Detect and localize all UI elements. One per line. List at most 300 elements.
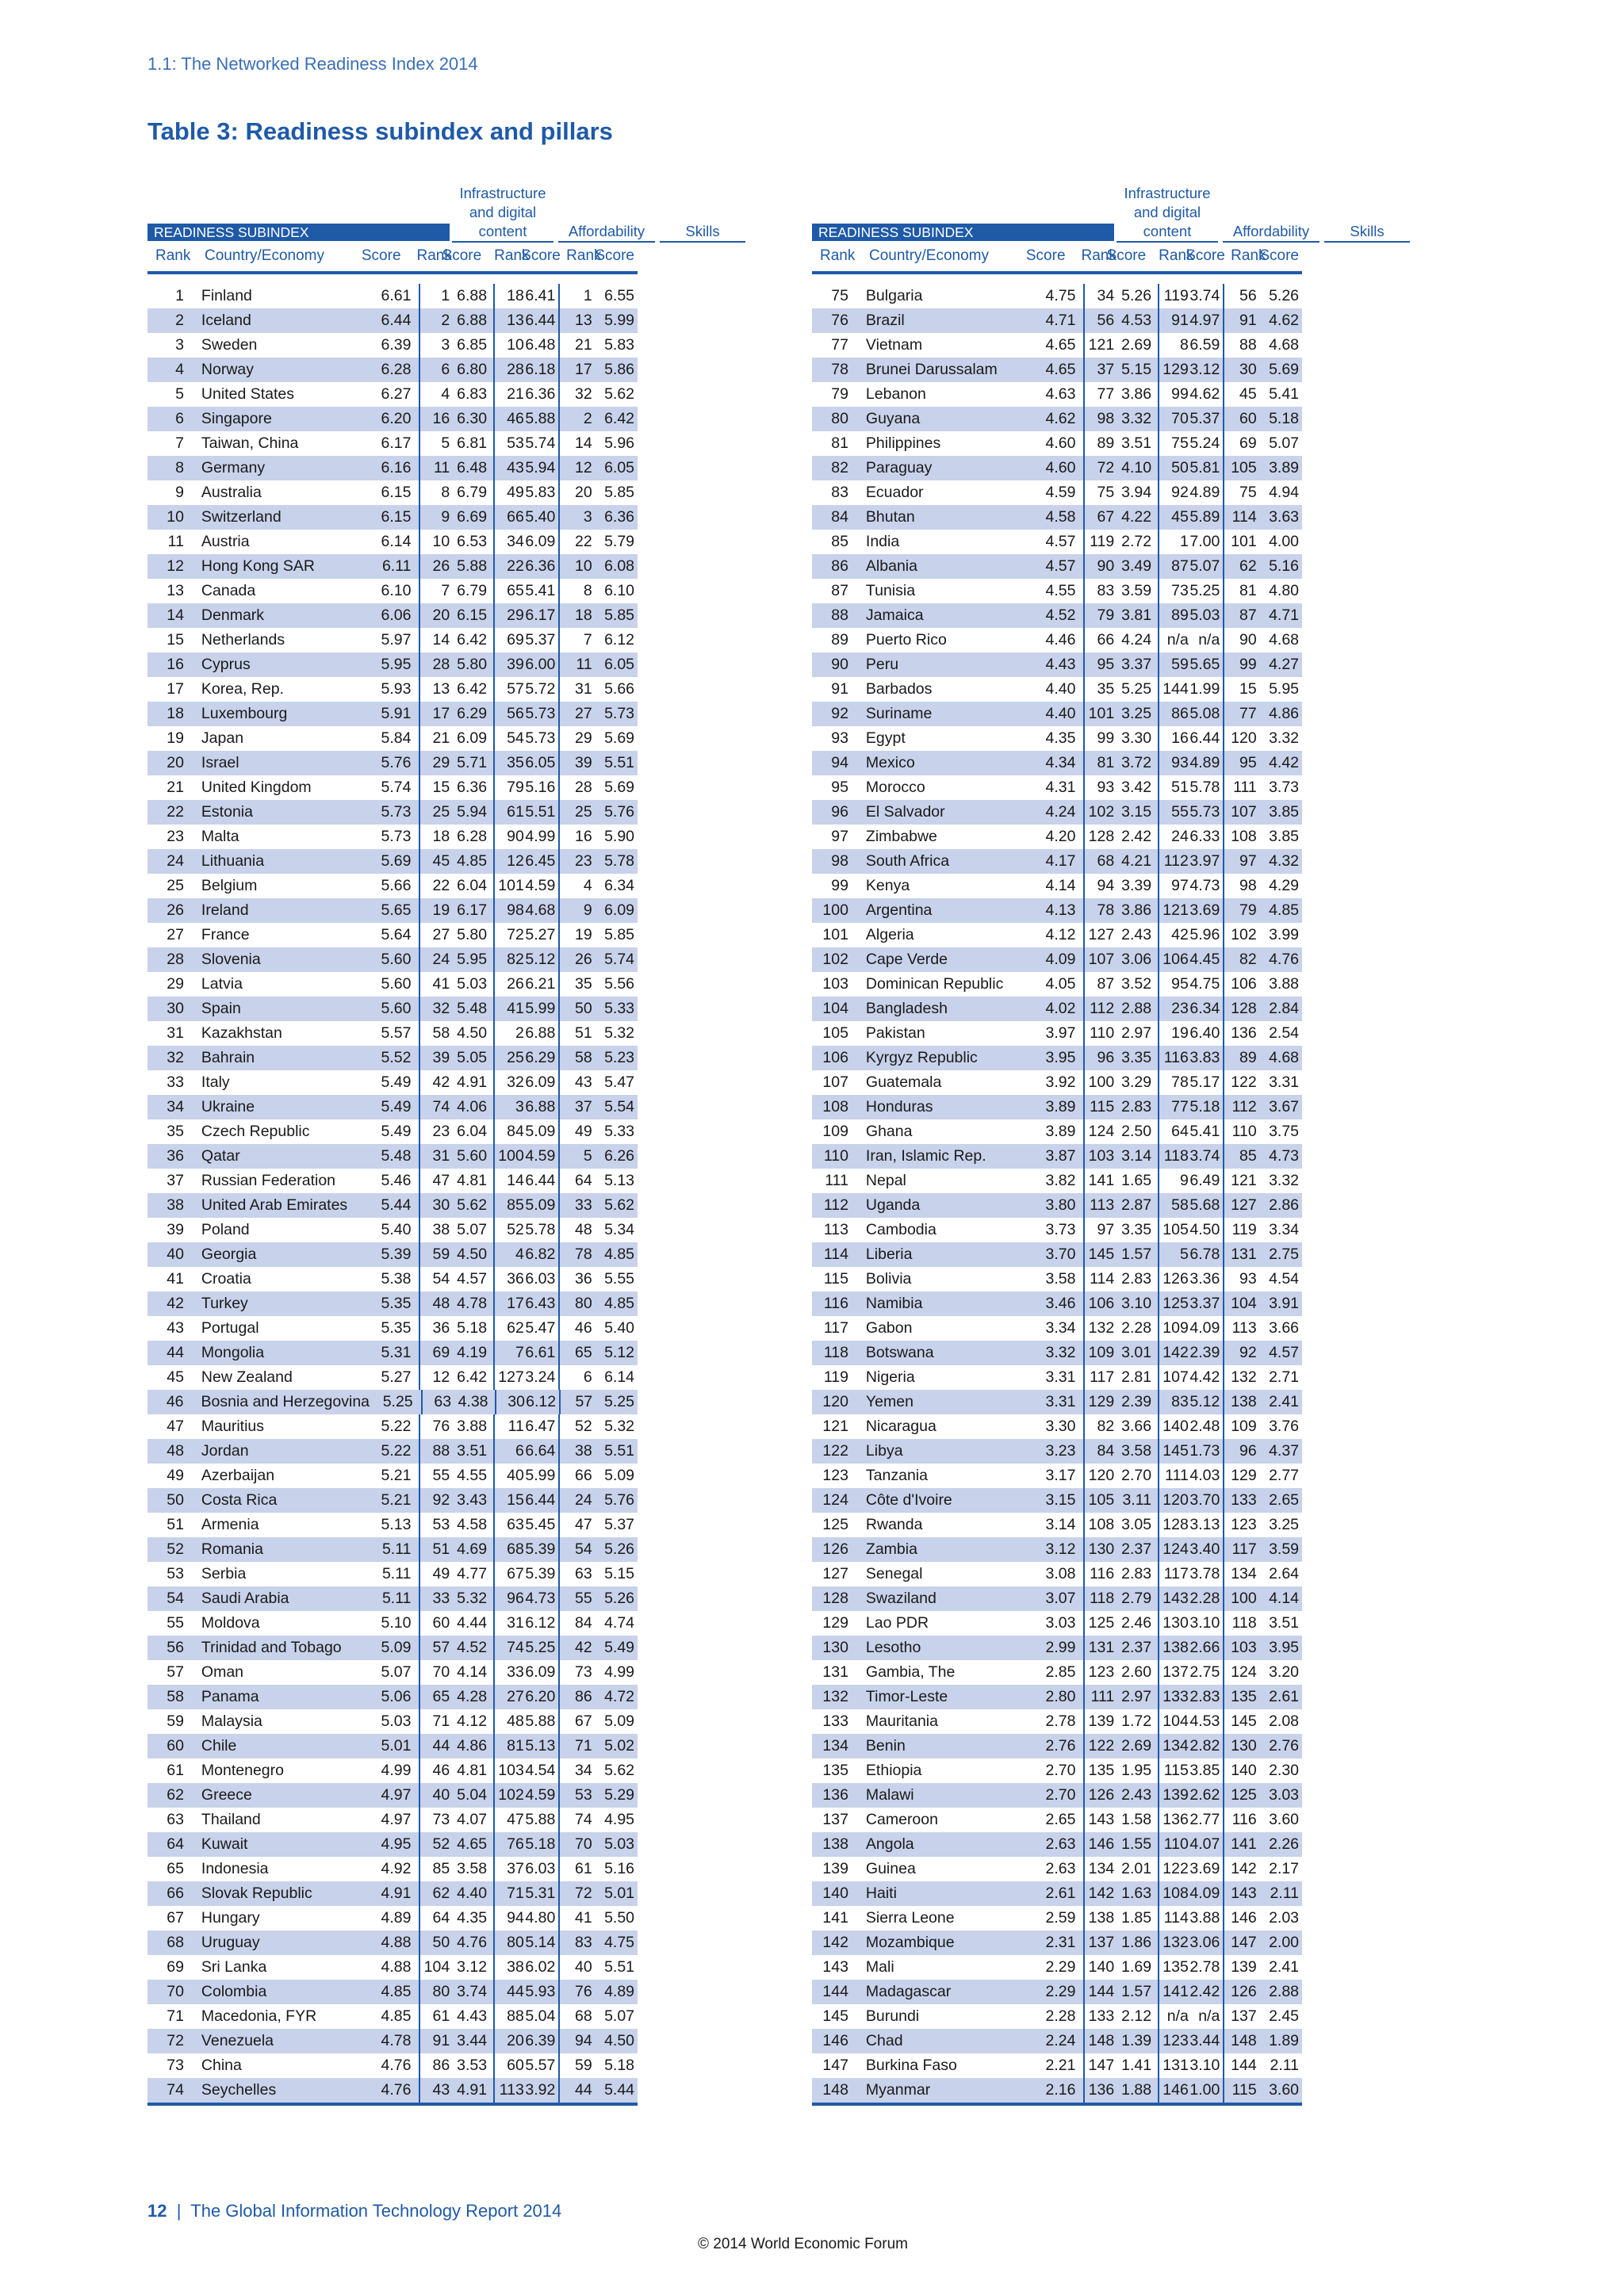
- cell-rank: 73: [167, 2057, 184, 2074]
- cell-infra-rank: 72: [1083, 456, 1114, 480]
- cell-skills-rank: 42: [558, 1636, 592, 1660]
- cell-skills-rank: 147: [1223, 1931, 1256, 1955]
- cell-skills-score: 2.75: [1269, 1246, 1300, 1263]
- cell-infra-score: 4.65: [457, 1835, 488, 1853]
- table-row: [812, 480, 1302, 505]
- cell-afford-rank: 110: [1158, 1832, 1189, 1857]
- cell-skills-score: 3.03: [1269, 1786, 1300, 1804]
- cell-skills-rank: 135: [1223, 1685, 1256, 1709]
- cell-afford-score: 5.18: [1189, 1098, 1220, 1115]
- infra-header-line2: and digital: [469, 204, 537, 220]
- cell-afford-rank: 117: [1158, 1562, 1189, 1586]
- cell-afford-rank: 101: [493, 874, 524, 898]
- cell-country: Singapore: [201, 410, 272, 427]
- cell-afford-score: 3.37: [1189, 1295, 1220, 1312]
- cell-skills-score: 5.79: [604, 533, 635, 550]
- cell-country: Zambia: [865, 1540, 917, 1558]
- cell-rank: 45: [167, 1368, 184, 1386]
- cell-country: Barbados: [865, 680, 933, 698]
- cell-skills-score: 3.59: [1269, 1540, 1300, 1558]
- cell-infra-score: 1.72: [1121, 1712, 1152, 1730]
- col-infra-rank: Rank: [1081, 247, 1116, 264]
- table-row: [812, 1513, 1302, 1537]
- affordability-group-header: [558, 178, 655, 243]
- cell-afford-rank: 33: [493, 1660, 524, 1685]
- cell-infra-score: 2.83: [1121, 1098, 1152, 1115]
- cell-infra-rank: 86: [419, 2053, 450, 2078]
- cell-afford-rank: 85: [493, 1193, 524, 1218]
- cell-rank: 41: [167, 1270, 184, 1288]
- cell-skills-rank: 48: [558, 1218, 592, 1242]
- cell-afford-score: 5.81: [1189, 459, 1220, 476]
- cell-skills-score: 4.50: [604, 2032, 635, 2049]
- cell-skills-score: 2.41: [1269, 1393, 1300, 1410]
- cell-skills-rank: 51: [558, 1021, 592, 1046]
- cell-afford-rank: 111: [1158, 1464, 1189, 1488]
- cell-country: Myanmar: [865, 2081, 931, 2099]
- cell-infra-score: 3.94: [1121, 484, 1152, 501]
- cell-score: 4.62: [1045, 410, 1076, 427]
- table-row: [812, 1046, 1302, 1070]
- cell-skills-rank: 123: [1223, 1513, 1256, 1537]
- cell-infra-rank: 135: [1083, 1758, 1114, 1783]
- cell-score: 5.25: [382, 1393, 413, 1410]
- cell-infra-rank: 43: [419, 2078, 450, 2103]
- cell-infra-score: 2.01: [1121, 1860, 1152, 1877]
- cell-afford-rank: 28: [493, 358, 524, 382]
- cell-rank: 46: [166, 1393, 184, 1410]
- cell-country: Benin: [865, 1737, 906, 1755]
- cell-skills-rank: 10: [558, 554, 592, 579]
- cell-skills-rank: 20: [558, 480, 592, 505]
- cell-infra-score: 2.83: [1121, 1565, 1152, 1582]
- cell-skills-rank: 25: [558, 800, 592, 825]
- cell-infra-rank: 3: [419, 333, 450, 358]
- table-row: [812, 1881, 1302, 1906]
- table-row: [812, 898, 1302, 923]
- cell-infra-score: 5.15: [1121, 361, 1152, 378]
- cell-infra-rank: 85: [419, 1857, 450, 1881]
- cell-skills-rank: 56: [1223, 284, 1256, 308]
- cell-skills-score: 4.89: [604, 1983, 635, 2000]
- cell-afford-score: 2.75: [1189, 1663, 1220, 1681]
- cell-skills-score: 1.89: [1269, 2032, 1300, 2049]
- cell-skills-rank: 45: [1223, 382, 1256, 407]
- table-row: [147, 825, 638, 849]
- cell-score: 4.24: [1045, 803, 1076, 821]
- table-bottom-rule: [147, 2103, 638, 2106]
- table-row: [147, 1906, 638, 1931]
- cell-skills-rank: 114: [1223, 505, 1256, 530]
- cell-rank: 122: [822, 1442, 848, 1460]
- cell-score: 3.80: [1045, 1196, 1076, 1214]
- cell-score: 3.73: [1045, 1221, 1076, 1238]
- cell-infra-score: 4.55: [457, 1467, 488, 1484]
- cell-skills-score: 3.60: [1269, 1811, 1300, 1828]
- cell-afford-score: 3.44: [1189, 2032, 1220, 2049]
- cell-skills-score: 4.27: [1269, 656, 1300, 673]
- cell-afford-score: 3.10: [1189, 1614, 1220, 1632]
- cell-score: 3.14: [1045, 1516, 1076, 1533]
- cell-country: South Africa: [865, 852, 950, 870]
- cell-infra-score: 4.07: [457, 1811, 488, 1828]
- cell-infra-score: 1.41: [1121, 2057, 1152, 2074]
- cell-skills-score: 4.37: [1269, 1442, 1300, 1460]
- cell-afford-score: 5.88: [525, 1712, 556, 1730]
- cell-infra-score: 5.18: [457, 1319, 488, 1337]
- cell-score: 4.97: [381, 1811, 412, 1828]
- cell-score: 5.21: [381, 1491, 412, 1509]
- cell-skills-score: 6.14: [604, 1368, 635, 1386]
- cell-country: Georgia: [201, 1246, 257, 1263]
- cell-rank: 140: [822, 1885, 848, 1902]
- cell-afford-score: 6.59: [1189, 336, 1220, 354]
- cell-infra-score: 1.57: [1121, 1246, 1152, 1263]
- cell-afford-rank: 24: [1158, 825, 1189, 849]
- cell-infra-rank: 12: [419, 1365, 450, 1390]
- cell-skills-score: 5.73: [604, 705, 635, 722]
- cell-skills-rank: 64: [558, 1169, 592, 1193]
- cell-afford-score: 6.40: [1189, 1024, 1220, 1042]
- cell-score: 4.97: [381, 1786, 412, 1804]
- cell-rank: 103: [822, 975, 848, 993]
- cell-skills-rank: 14: [558, 431, 592, 456]
- cell-country: Brazil: [865, 312, 905, 329]
- cell-score: 4.92: [381, 1860, 412, 1877]
- cell-afford-rank: 66: [493, 505, 524, 530]
- cell-skills-rank: 40: [558, 1955, 592, 1980]
- cell-skills-score: 5.99: [604, 312, 635, 329]
- cell-rank: 52: [167, 1540, 184, 1558]
- cell-country: India: [865, 533, 900, 550]
- cell-skills-score: 4.80: [1269, 582, 1300, 599]
- cell-infra-score: 3.51: [457, 1442, 488, 1460]
- cell-country: Nepal: [865, 1172, 906, 1189]
- table-row: [812, 1709, 1302, 1734]
- cell-skills-rank: 57: [559, 1390, 592, 1414]
- cell-score: 4.88: [381, 1958, 412, 1976]
- cell-skills-score: 2.00: [1269, 1934, 1300, 1951]
- cell-skills-score: 2.64: [1269, 1565, 1300, 1582]
- cell-skills-score: 4.75: [604, 1934, 635, 1951]
- cell-score: 5.60: [381, 951, 412, 968]
- cell-rank: 135: [822, 1762, 848, 1779]
- cell-afford-rank: 76: [493, 1832, 524, 1857]
- cell-rank: 65: [167, 1860, 184, 1877]
- cell-infra-score: 3.37: [1121, 656, 1152, 673]
- cell-skills-score: 4.42: [1269, 754, 1300, 771]
- cell-rank: 3: [175, 336, 184, 354]
- cell-afford-rank: 109: [1158, 1316, 1189, 1341]
- table-row: [147, 1685, 638, 1709]
- cell-afford-rank: 105: [1158, 1218, 1189, 1242]
- table-row: [812, 1021, 1302, 1046]
- cell-score: 5.11: [381, 1565, 412, 1582]
- cell-score: 3.32: [1045, 1344, 1076, 1361]
- cell-country: Panama: [201, 1688, 259, 1705]
- column-header-row: [147, 241, 638, 274]
- cell-afford-score: 3.92: [525, 2081, 556, 2099]
- skills-header-text: Skills: [1350, 223, 1385, 239]
- cell-country: Azerbaijan: [201, 1467, 275, 1484]
- cell-afford-rank: 6: [493, 1439, 524, 1464]
- cell-skills-score: 5.96: [604, 434, 635, 452]
- cell-infra-rank: 27: [419, 923, 450, 947]
- cell-country: Gabon: [865, 1319, 913, 1337]
- cell-afford-score: 3.12: [1189, 361, 1220, 378]
- table-row: [812, 1537, 1302, 1562]
- cell-infra-score: 4.91: [457, 1073, 488, 1091]
- cell-score: 4.78: [381, 2032, 412, 2049]
- table-row: [147, 1562, 638, 1586]
- cell-rank: 144: [822, 1983, 848, 2000]
- cell-rank: 141: [822, 1909, 848, 1927]
- cell-rank: 142: [822, 1934, 848, 1951]
- cell-infra-rank: 39: [419, 1046, 450, 1070]
- cell-infra-score: 4.78: [457, 1295, 488, 1312]
- cell-rank: 132: [822, 1688, 848, 1705]
- cell-afford-score: n/a: [1198, 2007, 1220, 2025]
- cell-afford-rank: 80: [493, 1931, 524, 1955]
- cell-country: Cape Verde: [865, 951, 948, 968]
- cell-rank: 35: [167, 1123, 184, 1140]
- cell-score: 4.71: [1045, 312, 1076, 329]
- cell-rank: 120: [822, 1393, 848, 1410]
- cell-skills-score: 4.68: [1269, 631, 1300, 649]
- cell-score: 4.91: [381, 1885, 412, 1902]
- table-group-header: [812, 178, 1385, 241]
- cell-infra-rank: 29: [419, 751, 450, 775]
- cell-rank: 63: [167, 1811, 184, 1828]
- cell-rank: 25: [167, 877, 184, 894]
- cell-afford-score: 4.50: [1189, 1221, 1220, 1238]
- cell-rank: 83: [831, 484, 848, 501]
- cell-infra-score: 4.22: [1121, 508, 1152, 526]
- cell-skills-score: 2.11: [1270, 1885, 1300, 1902]
- cell-country: Moldova: [201, 1614, 260, 1632]
- cell-skills-rank: 124: [1223, 1660, 1256, 1685]
- cell-skills-score: 2.77: [1269, 1467, 1300, 1484]
- cell-infra-score: 2.60: [1121, 1663, 1152, 1681]
- cell-infra-rank: 89: [1083, 431, 1114, 456]
- cell-infra-rank: 19: [419, 898, 450, 923]
- cell-rank: 110: [823, 1147, 848, 1165]
- cell-country: Haiti: [865, 1885, 897, 1902]
- table-row: [147, 2004, 638, 2029]
- cell-infra-rank: 10: [419, 530, 450, 554]
- col-country: Country/Economy: [205, 247, 325, 264]
- cell-afford-rank: 114: [1158, 1906, 1189, 1931]
- cell-skills-rank: 89: [1223, 1046, 1256, 1070]
- cell-infra-rank: 51: [419, 1537, 450, 1562]
- cell-rank: 133: [822, 1712, 848, 1730]
- cell-score: 4.63: [1045, 385, 1076, 403]
- cell-rank: 12: [167, 557, 184, 575]
- cell-score: 4.02: [1045, 1000, 1076, 1017]
- cell-rank: 67: [167, 1909, 184, 1927]
- cell-infra-rank: 127: [1083, 923, 1114, 947]
- cell-afford-score: 3.69: [1189, 1860, 1220, 1877]
- cell-infra-score: 1.88: [1121, 2081, 1152, 2099]
- cell-afford-score: 5.08: [1189, 705, 1220, 722]
- cell-afford-score: 5.41: [1189, 1123, 1220, 1140]
- cell-afford-rank: 8: [1158, 333, 1189, 358]
- cell-infra-score: 4.50: [457, 1024, 488, 1042]
- cell-rank: 107: [822, 1073, 848, 1091]
- cell-rank: 19: [167, 729, 184, 747]
- cell-skills-rank: 63: [558, 1562, 592, 1586]
- cell-infra-rank: 144: [1083, 1980, 1114, 2004]
- col-skills-rank: Rank: [1231, 247, 1266, 264]
- cell-infra-rank: 111: [1083, 1685, 1114, 1709]
- cell-skills-rank: 88: [1223, 333, 1256, 358]
- cell-skills-score: 4.73: [1269, 1147, 1300, 1165]
- cell-country: Lao PDR: [865, 1614, 929, 1632]
- cell-afford-rank: 131: [1158, 2053, 1189, 2078]
- cell-afford-score: 5.88: [525, 1811, 556, 1828]
- cell-infra-rank: 38: [419, 1218, 450, 1242]
- table-row: [812, 775, 1302, 800]
- column-header-row: [812, 241, 1302, 274]
- cell-infra-rank: 37: [1083, 358, 1114, 382]
- cell-skills-rank: 103: [1223, 1636, 1256, 1660]
- cell-skills-rank: 71: [558, 1734, 592, 1758]
- readiness-subindex-label: READINESS SUBINDEX: [812, 224, 1114, 241]
- table-row: [147, 1488, 638, 1513]
- cell-country: Armenia: [201, 1516, 259, 1533]
- cell-skills-score: 4.85: [604, 1295, 635, 1312]
- cell-afford-rank: 49: [493, 480, 524, 505]
- cell-skills-score: 5.62: [604, 1762, 635, 1779]
- cell-infra-score: 5.07: [457, 1221, 488, 1238]
- cell-skills-score: 4.54: [1269, 1270, 1300, 1288]
- col-infra-score: Score: [442, 247, 482, 264]
- cell-infra-score: 1.39: [1121, 2032, 1152, 2049]
- cell-rank: 62: [167, 1786, 184, 1804]
- table-row: [812, 1414, 1302, 1439]
- cell-afford-score: 5.07: [1189, 557, 1220, 575]
- cell-skills-score: 4.86: [1269, 705, 1300, 722]
- col-score: Score: [361, 247, 401, 264]
- cell-skills-score: 5.23: [604, 1049, 635, 1066]
- table-row: [147, 923, 638, 947]
- cell-afford-rank: 79: [493, 775, 524, 800]
- table-row: [147, 505, 638, 530]
- cell-score: 5.49: [381, 1123, 412, 1140]
- cell-skills-score: 2.03: [1269, 1909, 1300, 1927]
- cell-skills-score: 4.85: [604, 1246, 635, 1263]
- cell-rank: 59: [167, 1712, 184, 1730]
- cell-country: Kyrgyz Republic: [865, 1049, 978, 1066]
- cell-infra-score: 6.29: [457, 705, 488, 722]
- cell-skills-score: 2.41: [1269, 1958, 1300, 1976]
- cell-afford-rank: 46: [493, 407, 524, 431]
- cell-afford-score: 4.68: [525, 901, 556, 919]
- cell-skills-rank: 138: [1223, 1390, 1256, 1414]
- cell-afford-score: 5.68: [1189, 1196, 1220, 1214]
- cell-afford-score: 6.36: [525, 557, 556, 575]
- cell-skills-rank: 101: [1223, 530, 1256, 554]
- cell-skills-score: 4.71: [1269, 607, 1300, 624]
- table-row: [147, 1464, 638, 1488]
- table-row: [812, 554, 1302, 579]
- cell-skills-rank: 142: [1223, 1857, 1256, 1881]
- cell-country: Swaziland: [865, 1590, 936, 1607]
- cell-afford-rank: 107: [1158, 1365, 1189, 1390]
- table-row: [147, 1365, 638, 1390]
- cell-score: 6.17: [381, 434, 412, 452]
- table-row: [147, 554, 638, 579]
- cell-rank: 44: [167, 1344, 184, 1361]
- table-row: [812, 652, 1302, 677]
- table-row: [147, 1660, 638, 1685]
- cell-skills-rank: 121: [1223, 1169, 1256, 1193]
- cell-infra-score: 3.06: [1121, 951, 1152, 968]
- cell-afford-rank: 5: [1158, 1242, 1189, 1267]
- table-row: [147, 800, 638, 825]
- table-row: [812, 628, 1302, 652]
- cell-afford-score: 4.89: [1189, 754, 1220, 771]
- cell-infra-rank: 92: [419, 1488, 450, 1513]
- cell-rank: 30: [167, 1000, 184, 1017]
- cell-afford-rank: 99: [1158, 382, 1189, 407]
- cell-country: Senegal: [865, 1565, 923, 1582]
- cell-afford-score: 5.78: [525, 1221, 556, 1238]
- cell-infra-score: 5.94: [457, 803, 488, 821]
- table-row: [147, 358, 638, 382]
- cell-infra-score: 6.69: [457, 508, 488, 526]
- cell-country: Jamaica: [865, 607, 924, 624]
- cell-skills-score: 4.74: [604, 1614, 635, 1632]
- cell-skills-rank: 109: [1223, 1414, 1256, 1439]
- col-skills-rank: Rank: [566, 247, 602, 264]
- cell-rank: 147: [822, 2057, 848, 2074]
- cell-infra-score: 2.97: [1121, 1024, 1152, 1042]
- cell-skills-rank: 79: [1223, 898, 1256, 923]
- cell-afford-rank: 54: [493, 726, 524, 751]
- cell-skills-rank: 3: [558, 505, 592, 530]
- cell-rank: 66: [167, 1885, 184, 1902]
- cell-skills-rank: 60: [1223, 407, 1256, 431]
- cell-afford-score: 5.73: [525, 729, 556, 747]
- table-row: [147, 308, 638, 333]
- cell-country: United Kingdom: [201, 779, 312, 796]
- cell-afford-rank: 96: [493, 1586, 524, 1611]
- table-row: [147, 628, 638, 652]
- cell-score: 6.20: [381, 410, 412, 427]
- cell-infra-score: 3.43: [457, 1491, 488, 1509]
- cell-rank: 33: [167, 1073, 184, 1091]
- cell-infra-rank: 106: [1083, 1292, 1114, 1316]
- cell-score: 3.46: [1045, 1295, 1076, 1312]
- table-row: [812, 1783, 1302, 1808]
- cell-country: Cambodia: [865, 1221, 936, 1238]
- cell-skills-rank: 74: [558, 1808, 592, 1832]
- cell-afford-rank: 146: [1158, 2078, 1189, 2103]
- cell-infra-score: 2.69: [1121, 1737, 1152, 1755]
- cell-score: 4.99: [381, 1762, 412, 1779]
- cell-afford-score: 2.28: [1189, 1590, 1220, 1607]
- cell-score: 5.48: [381, 1147, 412, 1165]
- cell-score: 5.10: [381, 1614, 412, 1632]
- cell-infra-score: 2.81: [1121, 1368, 1152, 1386]
- cell-skills-rank: 12: [558, 456, 592, 480]
- col-skills-score: Score: [1259, 247, 1299, 264]
- cell-infra-score: 2.37: [1121, 1540, 1152, 1558]
- cell-rank: 129: [822, 1614, 848, 1632]
- cell-infra-rank: 59: [419, 1242, 450, 1267]
- cell-skills-rank: 72: [558, 1881, 592, 1906]
